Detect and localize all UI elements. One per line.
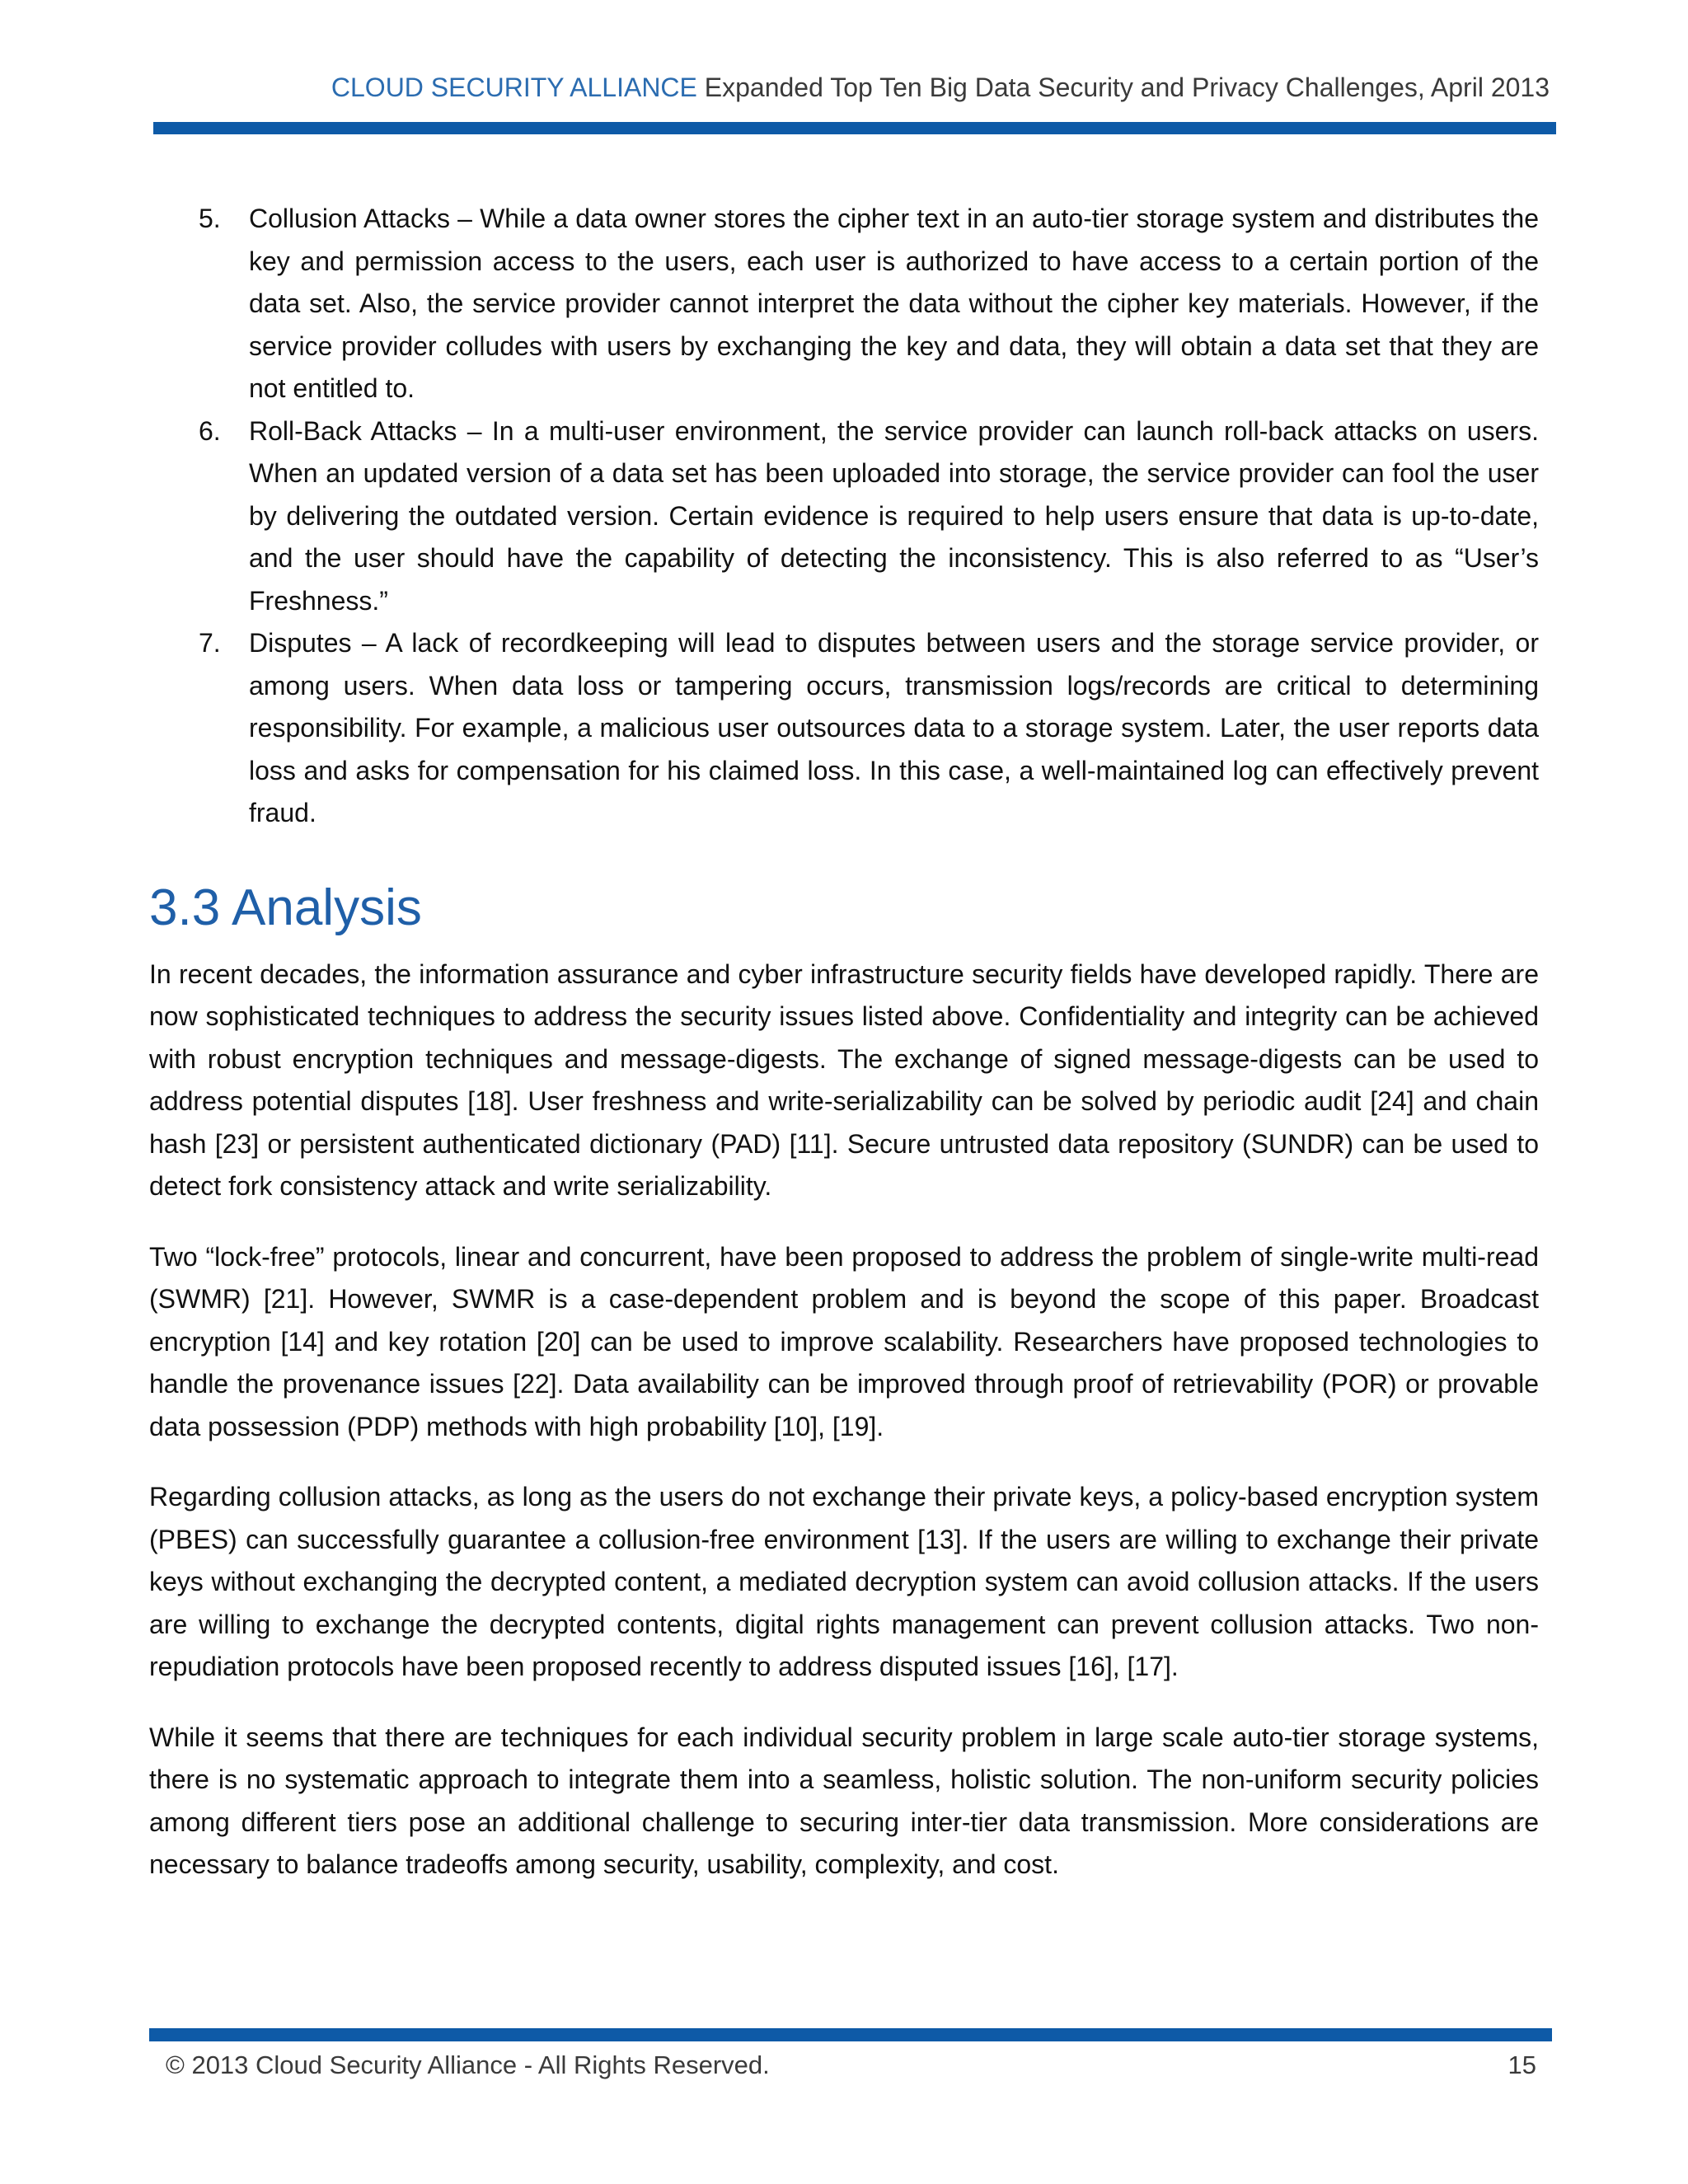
list-item-text: Disputes – A lack of recordkeeping will lead to disputes between users and the storage service provider, or among users. When data loss or tampering occurs, transmission logs/records are critical to determining responsibility. For example, a malicious user outsources data to a storage system. Later, the user reports data loss and asks for compensation for his claimed loss. In this case, a well-maintained log can effectively prevent fraud.	[249, 628, 1539, 827]
page-header	[331, 73, 1550, 103]
section-heading: 3.3 Analysis	[149, 879, 422, 936]
main-content	[149, 198, 1539, 1915]
list-item-text: Roll-Back Attacks – In a multi-user environment, the service provider can launch roll-back attacks on users. When an updated version of a data set has been uploaded into storage, the service provider can fool the user by delivering the outdated version. Certain evidence is required to help users ensure that data is up-to-date, and the user should have the capability of detecting the inconsistency. This is also referred to as “User’s Freshness.”	[249, 415, 1539, 616]
paragraph: While it seems that there are techniques for each individual security problem in large scale auto-tier storage systems, there is no systematic approach to integrate them into a seamless, holistic solution. The non-uniform security policies among different tiers pose an additional challenge to securing inter-tier data transmission. More considerations are necessary to balance tradeoffs among security, usability, complexity, and cost.	[149, 1722, 1539, 1880]
paragraph: Regarding collusion attacks, as long as the users do not exchange their private keys, a policy-based encryption system (PBES) can successfully guarantee a collusion-free environment [13]. If the users are willing to exchange their private keys without exchanging the decrypted content, a mediated decryption system can avoid collusion attacks. If the users are willing to exchange the decrypted contents, digital rights management can prevent collusion attacks. Two non-repudiation protocols have been proposed recently to address disputed issues [16], [17].	[149, 1482, 1539, 1682]
list-item-number: 6.	[199, 415, 221, 446]
paragraph: In recent decades, the information assurance and cyber infrastructure security fields have developed rapidly. There are now sophisticated techniques to address the security issues listed above. Confidentiality and integrity can be achieved with robust encryption techniques and message-digests. The exchange of signed message-digests can be used to address potential disputes [18]. User freshness and write-serializability can be solved by periodic audit [24] and chain hash [23] or persistent authenticated dictionary (PAD) [11]. Secure untrusted data repository (SUNDR) can be used to detect fork consistency attack and write serializability.	[149, 958, 1539, 1202]
paragraph: Two “lock-free” protocols, linear and concurrent, have been proposed to address the problem of single-write multi-read (SWMR) [21]. However, SWMR is a case-dependent problem and is beyond the scope of this paper. Broadcast encryption [14] and key rotation [20] can be used to improve scalability. Researchers have proposed technologies to handle the provenance issues [22]. Data availability can be improved through proof of retrievability (POR) or provable data possession (PDP) methods with high probability [10], [19].	[149, 1241, 1539, 1441]
footer-rule	[149, 2028, 1552, 2041]
header-document-title: Expanded Top Ten Big Data Security and Privacy Challenges, April 2013	[696, 73, 1550, 102]
header-org-name: CLOUD SECURITY ALLIANCE	[331, 73, 697, 102]
list-item-text: Collusion Attacks – While a data owner stores the cipher text in an auto-tier storage system and distributes the key and permission access to the users, each user is authorized to have access to a certain portion of the data set. Also, the service provider cannot interpret the data without the cipher key materials. However, if the service provider colludes with users by exchanging the key and data, they will obtain a data set that they are not entitled to.	[249, 204, 1539, 403]
attack-list	[149, 198, 1539, 835]
list-item	[149, 198, 1539, 410]
list-item-number: 5.	[199, 204, 221, 233]
list-item	[149, 410, 1539, 623]
page-number: 15	[1507, 2050, 1536, 2079]
footer-copyright: © 2013 Cloud Security Alliance - All Rights Reserved.	[166, 2050, 770, 2079]
header-rule	[153, 122, 1556, 134]
list-item-number: 7.	[199, 628, 221, 658]
list-item	[149, 622, 1539, 835]
